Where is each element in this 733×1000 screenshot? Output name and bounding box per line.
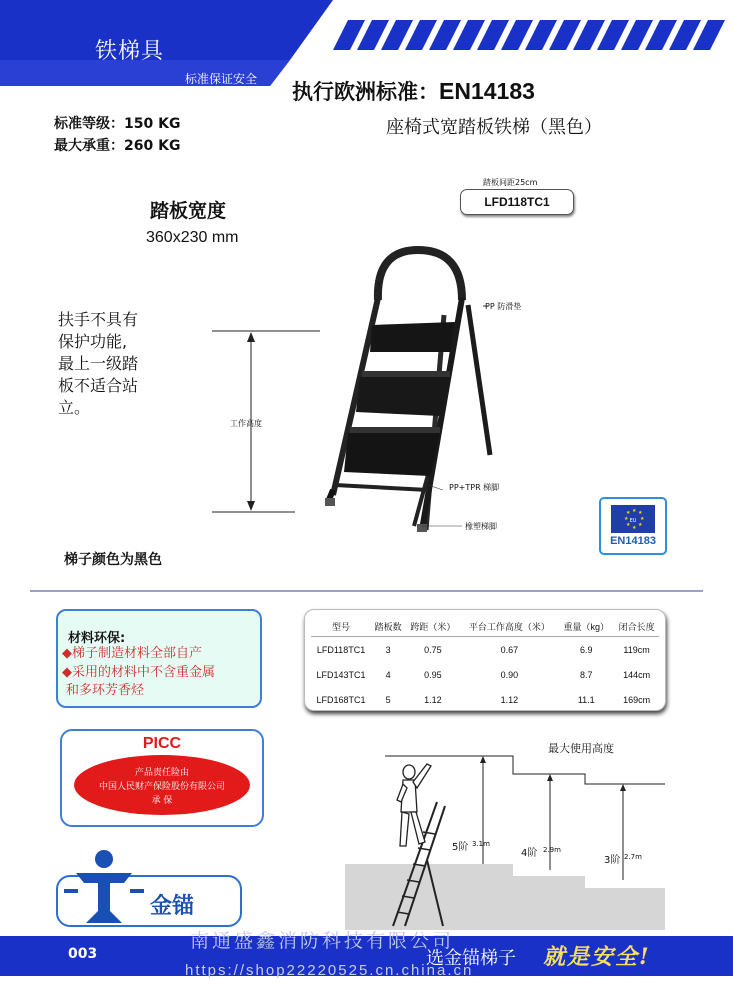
table-cell: 1.12 xyxy=(424,694,442,705)
eu-flag-icon xyxy=(611,505,655,533)
step-spacing-label: 踏板间距25cm xyxy=(483,178,538,187)
footer-slogan: 选金锚梯子 xyxy=(426,948,516,969)
table-cell: 6.9 xyxy=(579,644,593,655)
table-cell: LFD118TC1 xyxy=(316,644,366,655)
warning-text xyxy=(58,309,158,419)
max-height-title: 最大使用高度 xyxy=(548,742,614,755)
table-cell: 144cm xyxy=(623,669,651,680)
standard-prefix: 执行欧洲标准： xyxy=(292,80,439,104)
picc-title: PICC xyxy=(142,735,182,752)
page-number: 003 xyxy=(68,946,98,962)
eco-panel xyxy=(56,609,262,708)
table-header-row xyxy=(311,616,659,637)
table-header: 平台工作高度（米） xyxy=(461,616,559,637)
max-load-spec: 最大承重：260 KG xyxy=(54,138,181,154)
anti-slip-annotation: PP 防滑垫 xyxy=(485,302,522,311)
table-cell: 4 xyxy=(385,669,391,680)
eco-item: ◆梯子制造材料全部自产 xyxy=(62,646,202,661)
table-header: 跨距（米） xyxy=(405,616,460,637)
en14183-code: EN14183 xyxy=(610,535,656,547)
standard-heading xyxy=(292,76,535,106)
header-subtitle: 标准保证安全 xyxy=(185,72,258,86)
watermark-url: https://shop22220525.cn.china.cn xyxy=(185,962,474,979)
table-cell: 5 xyxy=(385,694,391,705)
height-diagram xyxy=(345,750,665,930)
table-row xyxy=(311,662,659,687)
table-header: 踏板数 xyxy=(371,616,405,637)
footer-motto: 就是安全! xyxy=(543,944,651,970)
ladder-illustration xyxy=(200,240,520,540)
table-cell: 0.95 xyxy=(424,669,442,680)
watermark-company: 南通盛鑫消防科技有限公司 xyxy=(190,930,455,952)
table-row xyxy=(311,637,659,663)
svg-text:★: ★ xyxy=(626,522,631,528)
svg-text:★: ★ xyxy=(638,522,643,528)
height-4-step-value: 2.9m xyxy=(543,846,561,854)
warning-line: 扶手不具有 xyxy=(58,310,139,329)
picc-insurance-panel xyxy=(60,729,264,827)
table-cell: LFD168TC1 xyxy=(316,694,366,705)
rubber-feet-annotation: 橡塑梯脚 xyxy=(465,522,497,531)
picc-line: 承 保 xyxy=(151,796,173,806)
en14183-badge xyxy=(599,497,667,555)
eu-flag-label: EU xyxy=(629,518,637,524)
table-cell: 1.12 xyxy=(500,694,519,705)
work-height-annotation: 工作高度 xyxy=(230,419,262,428)
svg-text:★: ★ xyxy=(626,510,631,516)
table-cell: 169cm xyxy=(623,694,651,705)
table-header: 型号 xyxy=(311,616,371,637)
height-5-step-value: 3.1m xyxy=(472,840,490,848)
table-cell: 3 xyxy=(385,644,391,655)
section-divider xyxy=(30,590,703,592)
table-cell: 8.7 xyxy=(579,669,593,680)
product-name: 座椅式宽踏板铁梯（黑色） xyxy=(386,117,602,138)
table-cell: 119cm xyxy=(623,644,650,655)
warning-line: 立。 xyxy=(58,398,91,417)
svg-text:★: ★ xyxy=(632,525,637,531)
svg-text:★: ★ xyxy=(632,508,637,514)
height-4-step-label: 4阶 xyxy=(521,848,538,859)
model-callout: LFD118TC1 xyxy=(460,189,574,215)
tread-width-value: 360x230 mm xyxy=(146,229,239,246)
table-row xyxy=(311,687,659,712)
spec-table xyxy=(311,616,659,712)
brand-logo xyxy=(56,875,242,927)
table-cell: LFD143TC1 xyxy=(316,669,366,680)
height-3-step-label: 3阶 xyxy=(604,855,621,866)
grade-spec: 标准等级：150 KG xyxy=(54,116,181,132)
tread-width-label: 踏板宽度 xyxy=(150,200,227,222)
table-cell: 0.67 xyxy=(500,644,519,655)
spec-table-panel xyxy=(304,609,666,711)
svg-text:★: ★ xyxy=(640,516,645,522)
svg-text:★: ★ xyxy=(638,510,643,516)
eco-item: 和多环芳香烃 xyxy=(66,683,145,698)
logo-text: 金锚 xyxy=(150,893,195,919)
standard-code: EN14183 xyxy=(439,78,535,104)
table-header: 重量（kg） xyxy=(558,616,614,637)
warning-line: 最上一级踏 xyxy=(58,354,139,373)
table-cell: 11.1 xyxy=(577,694,595,705)
warning-line: 保护功能, xyxy=(58,332,128,351)
header-title: 铁梯具 xyxy=(95,39,165,64)
eco-title: 材料环保: xyxy=(68,631,126,646)
anchor-figure-icon xyxy=(64,849,146,923)
height-5-step-label: 5阶 xyxy=(452,842,469,853)
picc-line: 中国人民财产保险股份有限公司 xyxy=(98,782,225,792)
table-cell: 0.75 xyxy=(424,644,442,655)
color-note: 梯子颜色为黑色 xyxy=(64,552,162,568)
table-header: 闭合长度 xyxy=(614,616,659,637)
height-3-step-value: 2.7m xyxy=(624,853,642,861)
picc-line: 产品责任险由 xyxy=(134,768,189,778)
svg-text:★: ★ xyxy=(624,516,629,522)
feet-annotation: PP+TPR 梯脚 xyxy=(449,483,500,492)
table-cell: 0.90 xyxy=(500,669,519,680)
eco-item: ◆采用的材料中不含重金属 xyxy=(62,665,215,680)
warning-line: 板不适合站 xyxy=(58,376,139,395)
